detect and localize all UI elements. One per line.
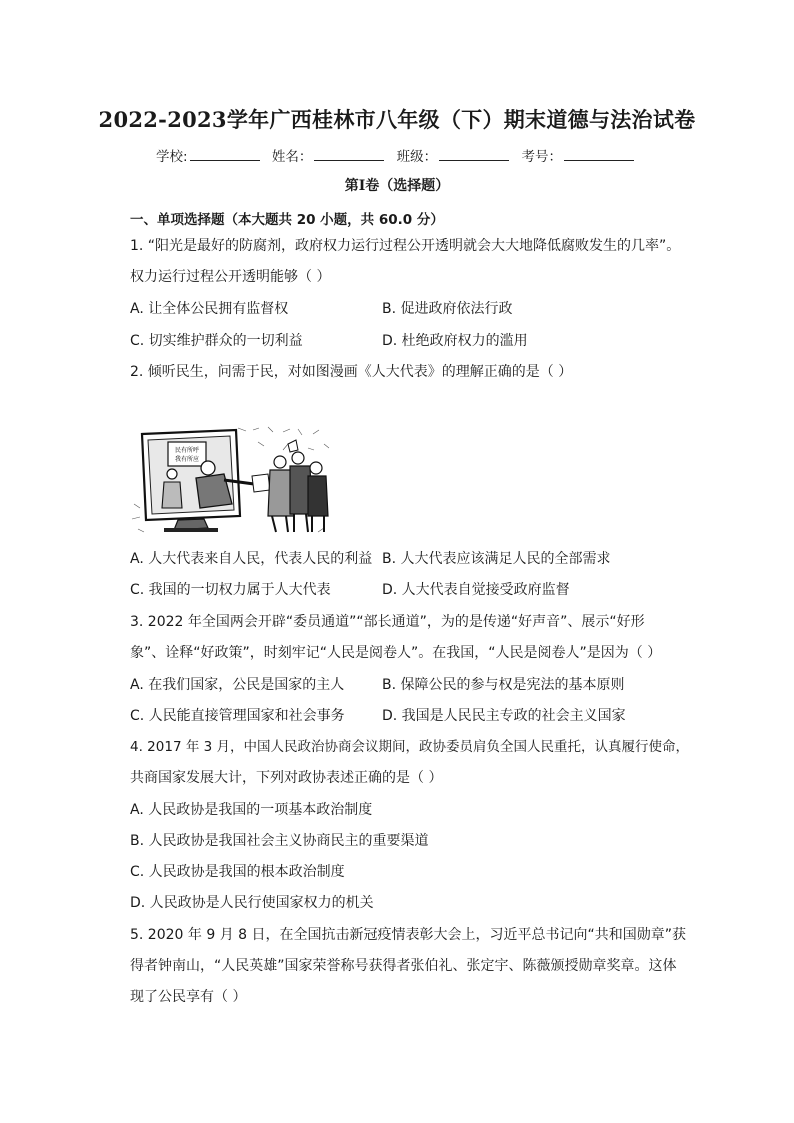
q5-line-2: 得者钟南山，“人民英雄”国家荣誉称号获得者张伯礼、张定宇、陈薇颁授勋章奖章。这体 bbox=[130, 958, 677, 974]
school-label: 学校: bbox=[156, 149, 188, 165]
q5-line-1: 5. 2020 年 9 月 8 日，在全国抗击新冠疫情表彰大会上，习近平总书记向“共和国勋章”获 bbox=[130, 927, 687, 943]
q1-option-c[interactable]: C. 切实维护群众的一切利益 bbox=[130, 333, 303, 349]
q4-option-a[interactable]: A. 人民政协是我国的一项基本政治制度 bbox=[130, 802, 373, 818]
q3-option-b[interactable]: B. 保障公民的参与权是宪法的基本原则 bbox=[382, 677, 625, 693]
q2-line-1: 2. 倾听民生，问需于民，对如图漫画《人大代表》的理解正确的是（ ） bbox=[130, 364, 573, 380]
q2-option-d[interactable]: D. 人大代表自觉接受政府监督 bbox=[382, 582, 570, 598]
exam-no-blank[interactable] bbox=[564, 148, 634, 161]
cartoon-sign-text-1: 民有所呼 bbox=[174, 447, 200, 454]
q2-option-c[interactable]: C. 我国的一切权力属于人大代表 bbox=[130, 582, 331, 598]
q4-option-d[interactable]: D. 人民政协是人民行使国家权力的机关 bbox=[130, 895, 374, 911]
q4-option-b[interactable]: B. 人民政协是我国社会主义协商民主的重要渠道 bbox=[130, 833, 429, 849]
q3-option-a[interactable]: A. 在我们国家，公民是国家的主人 bbox=[130, 677, 345, 693]
name-blank[interactable] bbox=[314, 148, 384, 161]
class-blank[interactable] bbox=[439, 148, 509, 161]
q3-line-1: 3. 2022 年全国两会开辟“委员通道”“部长通道”，为的是传递“好声音”、展示“好形 bbox=[130, 614, 645, 630]
section-heading: 一、单项选择题（本大题共 20 小题，共 60.0 分） bbox=[130, 212, 444, 228]
q1-option-d[interactable]: D. 杜绝政府权力的滥用 bbox=[382, 333, 528, 349]
cartoon-sign-text-2: 我有所应 bbox=[174, 456, 200, 463]
class-label: 班级： bbox=[396, 149, 438, 165]
q1-line-1: 1. “阳光是最好的防腐剂，政府权力运行过程公开透明就会大大地降低腐败发生的几率”。 bbox=[130, 238, 681, 254]
q1-line-2: 权力运行过程公开透明能够（ ） bbox=[130, 269, 331, 285]
q2-option-a[interactable]: A. 人大代表来自人民，代表人民的利益 bbox=[130, 551, 373, 567]
q3-line-2: 象”、诠释“好政策”，时刻牢记“人民是阅卷人”。在我国，“人民是阅卷人”是因为（ ） bbox=[130, 645, 662, 661]
q1-option-b[interactable]: B. 促进政府依法行政 bbox=[382, 301, 513, 317]
cartoon-image bbox=[128, 424, 336, 536]
q1-option-a[interactable]: A. 让全体公民拥有监督权 bbox=[130, 301, 289, 317]
q5-line-3: 现了公民享有（ ） bbox=[130, 989, 247, 1005]
volume-heading: 第Ⅰ卷（选择题） bbox=[344, 178, 450, 194]
q4-option-c[interactable]: C. 人民政协是我国的根本政治制度 bbox=[130, 864, 345, 880]
student-info-row bbox=[0, 145, 794, 165]
exam-no-label: 考号： bbox=[521, 149, 562, 165]
q4-line-1: 4. 2017 年 3 月，中国人民政治协商会议期间，政协委员肩负全国人民重托，认真履行使命， bbox=[130, 739, 689, 755]
school-blank[interactable] bbox=[190, 148, 260, 161]
q4-line-2: 共商国家发展大计，下列对政协表述正确的是（ ） bbox=[130, 770, 443, 786]
name-label: 姓名： bbox=[271, 149, 313, 165]
q3-option-c[interactable]: C. 人民能直接管理国家和社会事务 bbox=[130, 708, 345, 724]
exam-title: 2022-2023学年广西桂林市八年级（下）期末道德与法治试卷 bbox=[98, 107, 696, 132]
q3-option-d[interactable]: D. 我国是人民民主专政的社会主义国家 bbox=[382, 708, 626, 724]
q2-option-b[interactable]: B. 人大代表应该满足人民的全部需求 bbox=[382, 551, 611, 567]
